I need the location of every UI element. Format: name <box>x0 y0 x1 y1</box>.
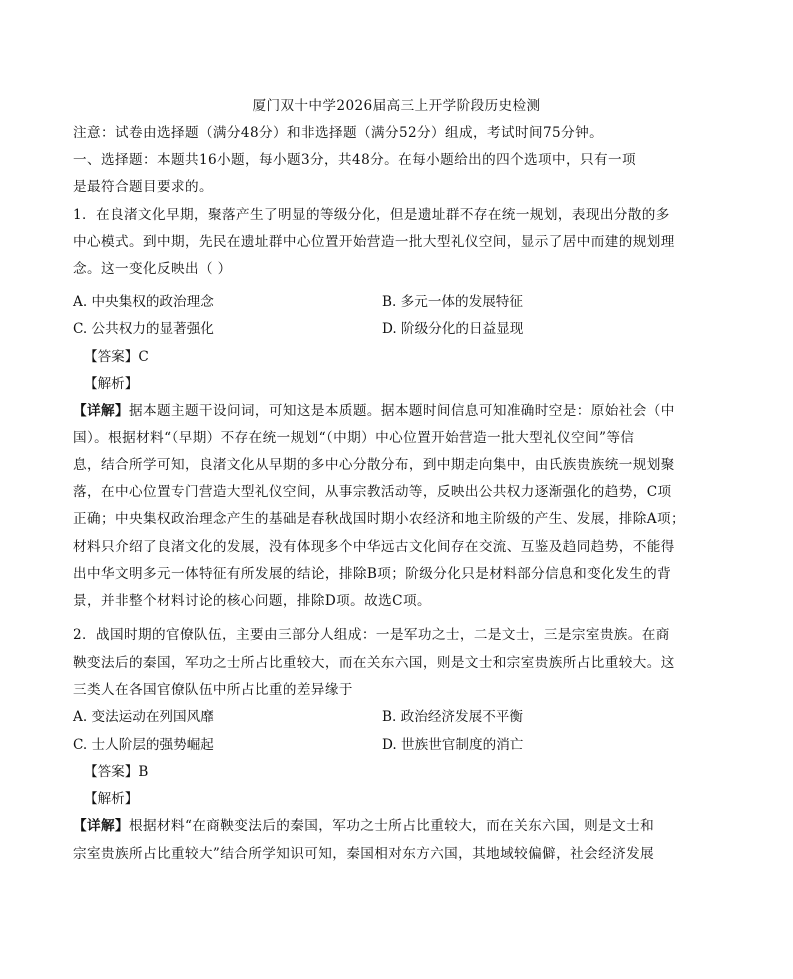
question-1-answer <box>84 347 149 367</box>
answer-value: B <box>138 764 149 780</box>
question-2-stem-line: 2．战国时期的官僚队伍，主要由三部分人组成：一是军功之士，二是文士，三是宗室贵族。在商 <box>73 627 670 643</box>
detail-text: 据本题主题干设问词，可知这是本质题。据本题时间信息可知准确时空是：原始社会（中 <box>128 403 675 419</box>
question-1-option-a: A. 中央集权的政治理念 <box>73 294 214 310</box>
question-2-option-d: D. 世族世官制度的消亡 <box>382 737 524 753</box>
question-1-option-c: C. 公共权力的显著强化 <box>73 321 214 337</box>
question-1-detail-line: 落，在中心位置专门营造大型礼仪空间，从事宗教活动等，反映出公共权力逐渐强化的趋势，C项 <box>73 484 672 500</box>
question-2-option-c: C. 士人阶层的强势崛起 <box>73 737 214 753</box>
question-1-detail-line: 出中华文明多元一体特征有所发展的结论，排除B项；阶级分化只是材料部分信息和变化发生的背 <box>73 566 672 582</box>
question-2-option-a: A. 变法运动在列国风靡 <box>73 709 214 725</box>
question-1-detail-line: 正确；中央集权政治理念产生的基础是春秋战国时期小农经济和地主阶级的产生、发展，排除A项； <box>73 511 685 527</box>
question-1-stem-line: 念。这一变化反映出（ ） <box>73 261 232 277</box>
question-2-detail-line <box>73 816 729 836</box>
question-1-detail-line: 息，结合所学可知，良渚文化从早期的多中心分散分布，到中期走向集中，由氏族贵族统一规划聚 <box>73 457 675 473</box>
question-1-detail-line: 景，并非整个材料讨论的核心问题，排除D项。故选C项。 <box>73 593 431 609</box>
question-1-detail-line <box>73 401 729 421</box>
section-instructions-line-1: 一、选择题：本题共16小题，每小题3分，共48分。在每小题给出的四个选项中，只有一项 <box>73 152 637 168</box>
question-1-analysis-tag: 【解析】 <box>84 376 139 392</box>
question-1-stem-line: 中心模式。到中期，先民在遗址群中心位置开始营造一批大型礼仪空间，显示了居中而建的规划理 <box>73 234 675 250</box>
answer-tag: 【答案】 <box>84 764 139 780</box>
question-2-stem-line: 鞅变法后的秦国，军功之士所占比重较大，而在关东六国，则是文士和宗室贵族所占比重较大。这 <box>73 655 675 671</box>
question-1-detail-line: 国）。根据材料“（早期）不存在统一规划“（中期）中心位置开始营造一批大型礼仪空间”等信 <box>73 430 635 446</box>
detail-tag: 【详解】 <box>73 403 129 419</box>
question-2-answer <box>84 762 148 782</box>
question-2-stem-line: 三类人在各国官僚队伍中所占比重的差异缘于 <box>73 682 353 698</box>
question-1-stem-line: 1．在良渚文化早期，聚落产生了明显的等级分化，但是遗址群不存在统一规划，表现出分散的多 <box>73 207 670 223</box>
question-1-detail-line: 材料只介绍了良渚文化的发展，没有体现多个中华远古文化间存在交流、互鉴及趋同趋势，不能得 <box>73 539 675 555</box>
question-2-option-b: B. 政治经济发展不平衡 <box>382 709 523 725</box>
answer-tag: 【答案】 <box>84 349 139 365</box>
detail-text: 根据材料“在商鞅变法后的秦国，军功之士所占比重较大，而在关东六国，则是文士和 <box>128 818 655 834</box>
section-instructions-line-2: 是最符合题目要求的。 <box>73 179 213 195</box>
question-1-option-b: B. 多元一体的发展特征 <box>382 294 523 310</box>
answer-value: C <box>138 349 149 365</box>
detail-tag: 【详解】 <box>73 818 129 834</box>
exam-notice: 注意：试卷由选择题（满分48分）和非选择题（满分52分）组成，考试时间75分钟。 <box>73 125 604 141</box>
page-title: 厦门双十中学2026届高三上开学阶段历史检测 <box>252 98 541 114</box>
question-2-analysis-tag: 【解析】 <box>84 791 139 807</box>
question-1-option-d: D. 阶级分化的日益显现 <box>382 321 524 337</box>
question-2-detail-line: 宗室贵族所占比重较大”结合所学知识可知，秦国相对东方六国，其地域较偏僻，社会经济发展 <box>73 846 655 862</box>
